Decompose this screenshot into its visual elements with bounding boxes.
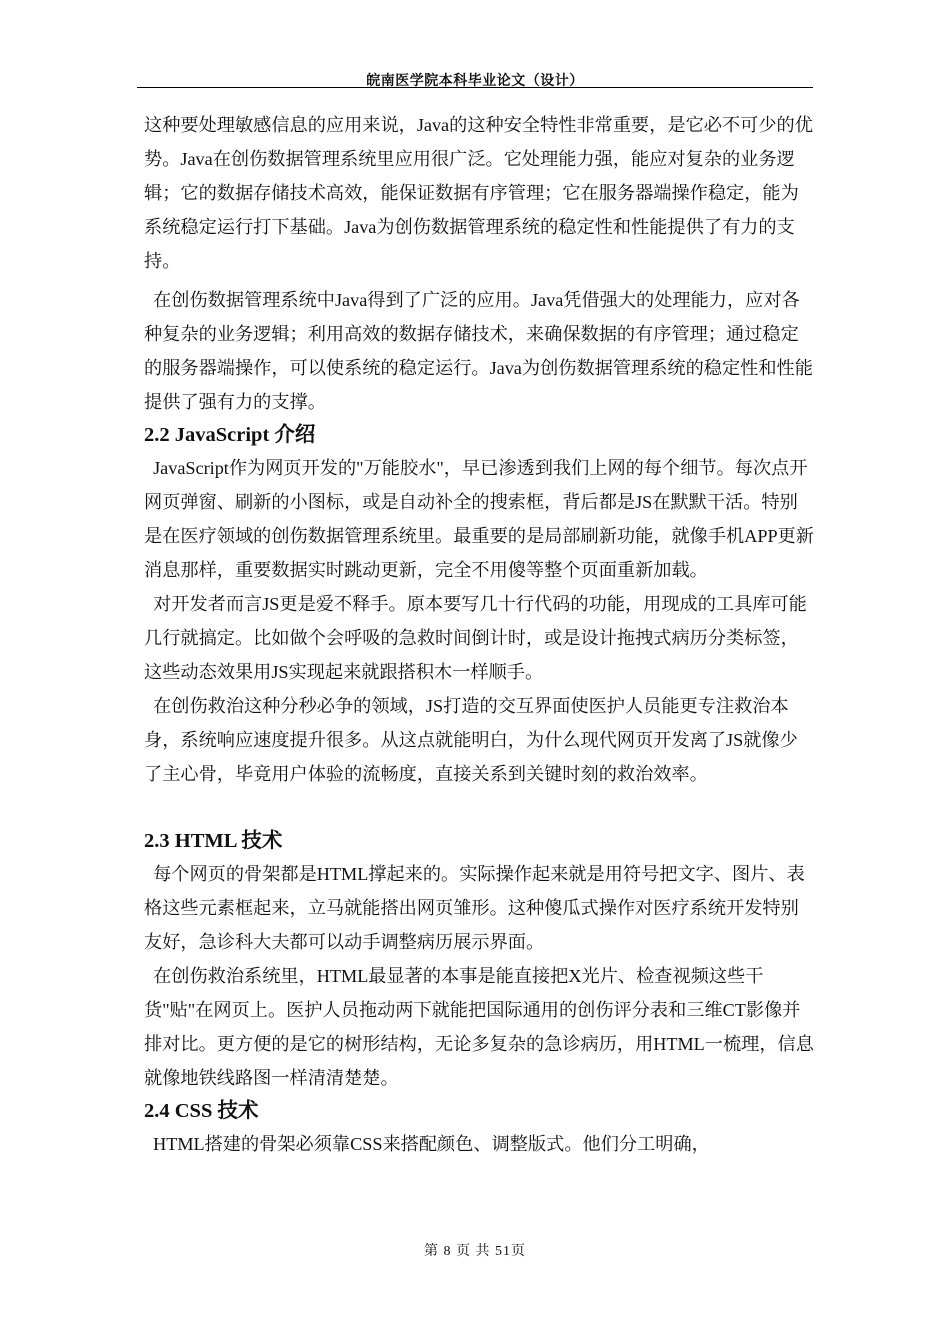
section-heading-javascript: 2.2 JavaScript 介绍: [144, 424, 316, 446]
paragraph-javascript-trauma: 在创伤救治这种分秒必争的领域，JS打造的交互界面使医护人员能更专注救治本身，系统响应速度提升很多。从这点就能明白，为什么现代网页开发离了JS就像少了主心骨，毕竟用户体验的流畅度，直接关系到关键时刻的救治效率。: [144, 696, 798, 784]
paragraph-java-application: 在创伤数据管理系统中Java得到了广泛的应用。Java凭借强大的处理能力，应对各种复杂的业务逻辑；利用高效的数据存储技术，来确保数据的有序管理；通过稳定的服务器端操作，可以使系统的稳定运行。Java为创伤数据管理系统的稳定性和性能提供了强有力的支撑。: [144, 290, 813, 412]
header-divider: [137, 87, 813, 88]
paragraph-javascript-intro: JavaScript作为网页开发的"万能胶水"，早已渗透到我们上网的每个细节。每次点开网页弹窗、刷新的小图标，或是自动补全的搜索框，背后都是JS在默默干活。特别是在医疗领域的创伤数据管理系统里。最重要的是局部刷新功能，就像手机APP更新消息那样，重要数据实时跳动更新，完全不用傻等整个页面重新加载。: [144, 458, 814, 580]
document-body: [144, 108, 814, 1161]
paragraph-html-skeleton: 每个网页的骨架都是HTML撑起来的。实际操作起来就是用符号把文字、图片、表格这些元素框起来，立马就能搭出网页雏形。这种傻瓜式操作对医疗系统开发特别友好，急诊科大夫都可以动手调整病历展示界面。: [144, 864, 805, 952]
paragraph-css-intro: HTML搭建的骨架必须靠CSS来搭配颜色、调整版式。他们分工明确，: [144, 1134, 710, 1154]
section-heading-css: 2.4 CSS 技术: [144, 1100, 259, 1122]
paragraph-javascript-developers: 对开发者而言JS更是爱不释手。原本要写几十行代码的功能，用现成的工具库可能几行就搞定。比如做个会呼吸的急救时间倒计时，或是设计拖拽式病历分类标签，这些动态效果用JS实现起来就跟搭积木一样顺手。: [144, 594, 807, 682]
paragraph-java-security: 这种要处理敏感信息的应用来说，Java的这种安全特性非常重要，是它必不可少的优势。Java在创伤数据管理系统里应用很广泛。它处理能力强，能应对复杂的业务逻辑；它的数据存储技术高效，能保证数据有序管理；它在服务器端操作稳定，能为系统稳定运行打下基础。Java为创伤数据管理系统的稳定性和性能提供了有力的支持。: [144, 115, 813, 271]
page-header: 皖南医学院本科毕业论文（设计）: [366, 73, 584, 89]
section-heading-html: 2.3 HTML 技术: [144, 830, 283, 852]
paragraph-html-trauma: 在创伤救治系统里，HTML最显著的本事是能直接把X光片、检查视频这些干货"贴"在网页上。医护人员拖动两下就能把国际通用的创伤评分表和三维CT影像并排对比。更方便的是它的树形结构，无论多复杂的急诊病历，用HTML一梳理，信息就像地铁线路图一样清清楚楚。: [144, 966, 814, 1088]
page-number: 第 8 页 共 51页: [424, 1244, 526, 1259]
